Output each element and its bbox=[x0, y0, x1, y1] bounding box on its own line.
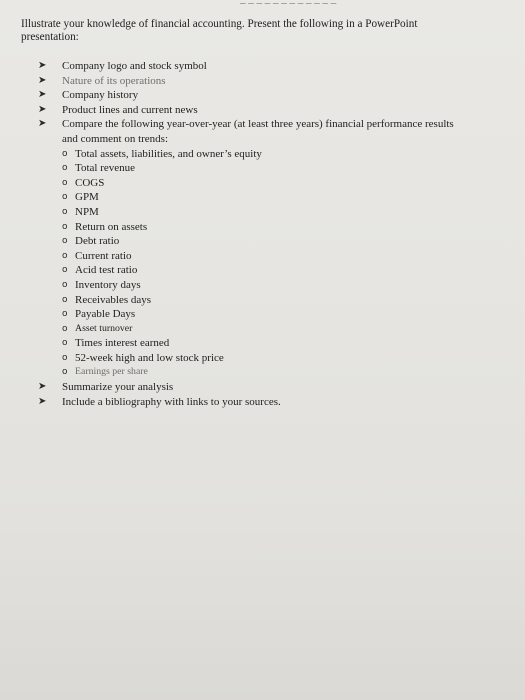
intro-line-1: Illustrate your knowledge of financial accounting. Present the following in a PowerPoint bbox=[21, 18, 418, 30]
list-item bbox=[38, 395, 508, 410]
sublist-item-text: Total revenue bbox=[75, 162, 136, 175]
sublist-item-text: NPM bbox=[75, 205, 99, 218]
arrow-bullet-icon: ➤ bbox=[38, 103, 47, 115]
circle-bullet-icon: o bbox=[62, 279, 68, 290]
requirements-list bbox=[38, 59, 508, 409]
arrow-bullet-icon: ➤ bbox=[38, 381, 47, 393]
circle-bullet-icon: o bbox=[62, 352, 68, 363]
sublist-item-text: Payable Days bbox=[75, 308, 136, 321]
arrow-bullet-icon: ➤ bbox=[38, 118, 47, 130]
sublist-item bbox=[38, 234, 508, 249]
circle-bullet-icon: o bbox=[62, 192, 68, 203]
sublist-item bbox=[38, 307, 508, 322]
list-item bbox=[38, 117, 508, 380]
list-item-text: Include a bibliography with links to your sources. bbox=[62, 395, 281, 408]
circle-bullet-icon: o bbox=[62, 323, 68, 334]
list-item-text-line-2: and comment on trends: bbox=[62, 132, 169, 145]
sublist-item-text: Receivables days bbox=[75, 293, 152, 306]
list-item-text: Nature of its operations bbox=[62, 74, 166, 87]
sublist-item-text: Debt ratio bbox=[75, 235, 120, 248]
list-item bbox=[38, 88, 508, 103]
list-item-text: Company logo and stock symbol bbox=[62, 60, 207, 72]
sublist-item-text: Acid test ratio bbox=[75, 264, 138, 277]
arrow-bullet-icon: ➤ bbox=[38, 395, 47, 407]
circle-bullet-icon: o bbox=[62, 148, 68, 159]
sublist-item-text: Earnings per share bbox=[75, 366, 148, 378]
sublist-item bbox=[38, 147, 508, 162]
sublist-item-text: 52-week high and low stock price bbox=[75, 351, 224, 364]
circle-bullet-icon: o bbox=[62, 309, 68, 320]
sublist-item-text: Total assets, liabilities, and owner’s equity bbox=[75, 147, 262, 160]
sublist-item bbox=[38, 293, 508, 308]
sublist-item bbox=[38, 278, 508, 293]
circle-bullet-icon: o bbox=[62, 250, 68, 261]
list-item bbox=[38, 380, 508, 395]
sublist-item bbox=[38, 249, 508, 264]
sublist-item-text: Current ratio bbox=[75, 249, 132, 262]
circle-bullet-icon: o bbox=[62, 265, 68, 276]
circle-bullet-icon: o bbox=[62, 206, 68, 217]
metrics-sublist bbox=[62, 147, 508, 381]
sublist-item bbox=[38, 263, 508, 278]
sublist-item bbox=[38, 220, 508, 235]
sublist-item-text: Inventory days bbox=[75, 278, 141, 291]
list-item-text: Company history bbox=[62, 89, 139, 102]
list-item bbox=[38, 74, 508, 89]
circle-bullet-icon: o bbox=[62, 221, 68, 232]
sublist-item bbox=[38, 365, 508, 380]
sublist-item-text: GPM bbox=[75, 191, 99, 204]
sublist-item bbox=[38, 351, 508, 366]
sublist-item bbox=[38, 205, 508, 220]
sublist-item bbox=[38, 161, 508, 176]
arrow-bullet-icon: ➤ bbox=[38, 89, 47, 101]
sublist-item-text: Times interest earned bbox=[75, 337, 170, 350]
intro-line-2: presentation: bbox=[21, 31, 79, 43]
circle-bullet-icon: o bbox=[62, 177, 68, 188]
sublist-item bbox=[38, 336, 508, 351]
sublist-item-text: COGS bbox=[75, 176, 105, 189]
sublist-item bbox=[38, 190, 508, 205]
circle-bullet-icon: o bbox=[62, 367, 68, 378]
circle-bullet-icon: o bbox=[62, 236, 68, 247]
list-item-text: Summarize your analysis bbox=[62, 381, 174, 394]
sublist-item bbox=[38, 322, 508, 337]
sublist-item bbox=[38, 176, 508, 191]
sublist-item-text: Return on assets bbox=[75, 220, 148, 233]
list-item bbox=[38, 103, 508, 118]
list-item-text: Product lines and current news bbox=[62, 103, 198, 116]
intro-text bbox=[21, 18, 491, 44]
list-item-text-line-1: Compare the following year-over-year (at least three years) financial performance results bbox=[62, 118, 454, 131]
arrow-bullet-icon: ➤ bbox=[38, 60, 47, 71]
arrow-bullet-icon: ➤ bbox=[38, 74, 47, 86]
sublist-item-text: Asset turnover bbox=[75, 322, 133, 334]
circle-bullet-icon: o bbox=[62, 294, 68, 305]
list-item bbox=[38, 59, 508, 74]
circle-bullet-icon: o bbox=[62, 163, 68, 174]
circle-bullet-icon: o bbox=[62, 338, 68, 349]
